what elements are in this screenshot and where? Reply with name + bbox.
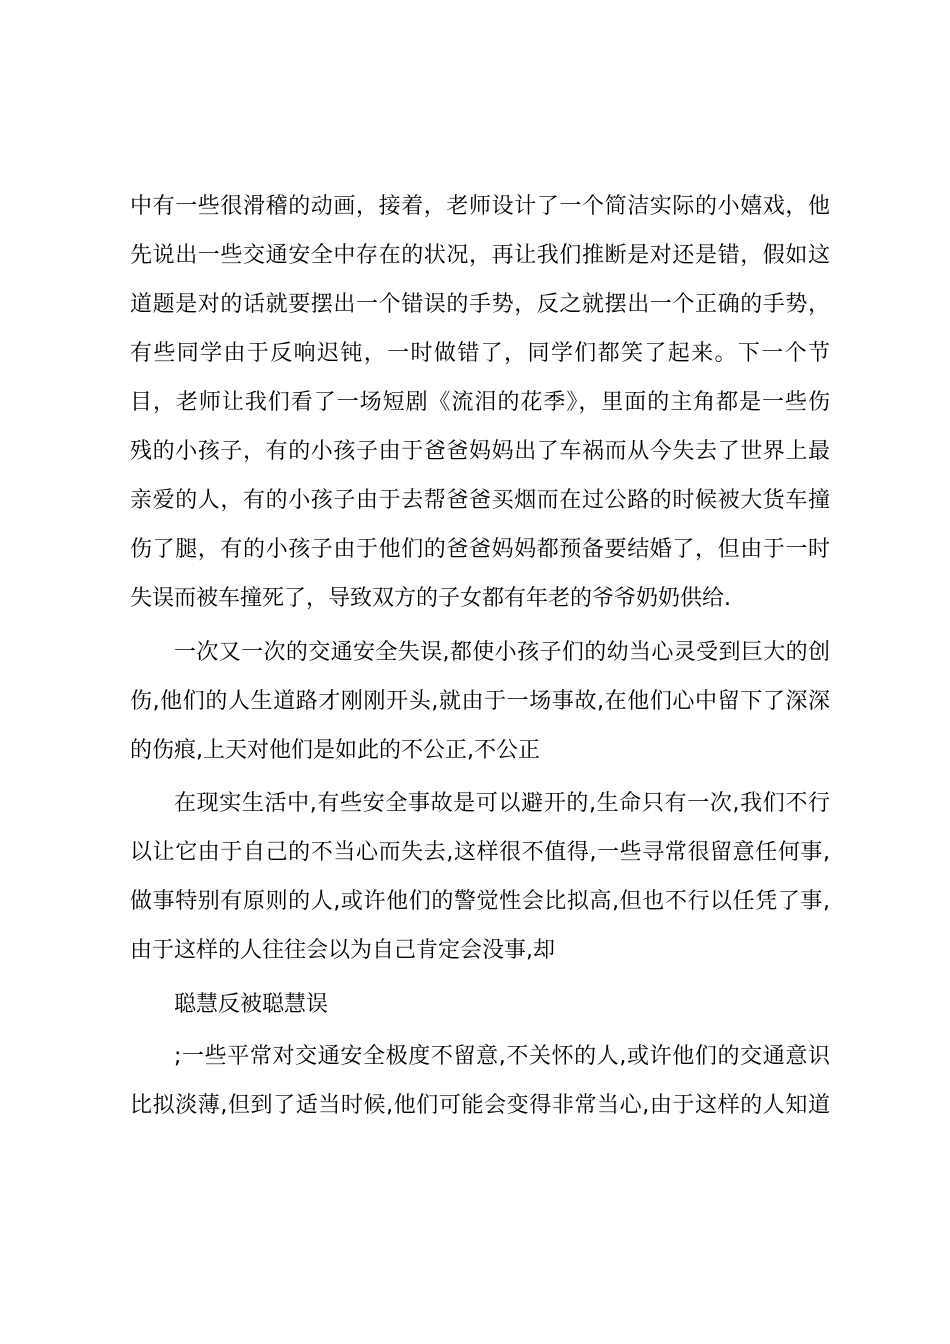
paragraph-2-line-2: 伤,他们的人生道路才刚刚开头,就由于一场事故,在他们心中留下了深深 (130, 689, 830, 714)
paragraph-1-line-7: 亲爱的人，有的小孩子由于去帮爸爸买烟而在过公路的时候被大货车撞 (130, 488, 830, 513)
paragraph-4-line-1: 聪慧反被聪慧误 (174, 992, 329, 1017)
paragraph-1-line-5: 目，老师让我们看了一场短剧《流泪的花季》，里面的主角都是一些伤 (130, 390, 830, 415)
paragraph-3-line-4: 由于这样的人往往会以为自己肯定会没事,却 (130, 938, 555, 963)
paragraph-3-line-3: 做事特别有原则的人,或许他们的警觉性会比拟高,但也不行以任凭了事, (130, 889, 830, 914)
paragraph-3-line-1: 在现实生活中,有些安全事故是可以避开的,生命只有一次,我们不行 (174, 791, 830, 816)
paragraph-1-line-9: 失误而被车撞死了，导致双方的子女都有年老的爷爷奶奶供给. (130, 586, 731, 611)
paragraph-5-line-2: 比拟淡薄,但到了适当时候,他们可能会变得非常当心,由于这样的人知道 (130, 1093, 830, 1118)
paragraph-1-line-4: 有些同学由于反响迟钝，一时做错了，同学们都笑了起来。下一个节 (130, 341, 830, 366)
paragraph-2-line-3: 的伤痕,上天对他们是如此的不公正,不公正 (130, 738, 540, 763)
paragraph-1-line-6: 残的小孩子，有的小孩子由于爸爸妈妈出了车祸而从今失去了世界上最 (130, 439, 830, 464)
paragraph-5-line-1: ;一些平常对交通安全极度不留意,不关怀的人,或许他们的交通意识 (174, 1044, 830, 1069)
paragraph-1-line-3: 道题是对的话就要摆出一个错误的手势，反之就摆出一个正确的手势， (130, 292, 830, 317)
paragraph-1-line-1: 中有一些很滑稽的动画，接着，老师设计了一个简洁实际的小嬉戏，他 (130, 194, 830, 219)
paragraph-1-line-8: 伤了腿，有的小孩子由于他们的爸爸妈妈都预备要结婚了，但由于一时 (130, 537, 830, 562)
paragraph-1-line-2: 先说出一些交通安全中存在的状况，再让我们推断是对还是错，假如这 (130, 243, 830, 268)
paragraph-2-line-1: 一次又一次的交通安全失误,都使小孩子们的幼当心灵受到巨大的创 (174, 640, 830, 665)
paragraph-3-line-2: 以让它由于自己的不当心而失去,这样很不值得,一些寻常很留意任何事, (130, 840, 830, 865)
